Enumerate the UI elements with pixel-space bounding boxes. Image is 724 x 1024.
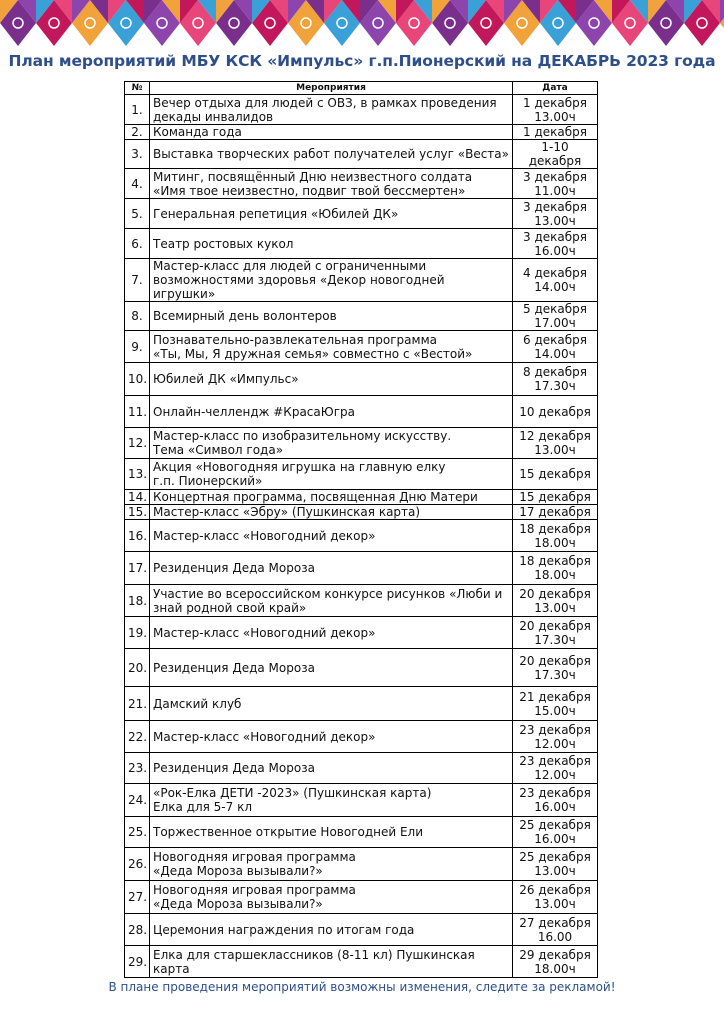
row-number: 29. bbox=[125, 946, 150, 978]
event-name: Митинг, посвящённый Дню неизвестного солдата «Имя твое неизвестно, подвиг твой бессмертен» bbox=[150, 169, 513, 199]
footer-note: В плане проведения мероприятий возможны изменения, следите за рекламой! bbox=[108, 980, 616, 994]
row-number: 3. bbox=[125, 140, 150, 169]
music-note-icon bbox=[288, 0, 324, 46]
table-row bbox=[125, 331, 598, 363]
event-name: Юбилей ДК «Импульс» bbox=[150, 363, 513, 396]
music-note-icon bbox=[432, 0, 468, 46]
table-row bbox=[125, 520, 598, 552]
event-name: Новогодняя игровая программа «Деда Мороза вызывали?» bbox=[150, 881, 513, 914]
music-note-icon bbox=[720, 0, 724, 46]
header-num: № bbox=[125, 82, 150, 95]
row-number: 17. bbox=[125, 552, 150, 585]
event-name: Мастер-класс для людей с ограниченными возможностями здоровья «Декор новогодней игрушки» bbox=[150, 259, 513, 302]
table-row bbox=[125, 649, 598, 687]
event-date: 6 декабря 14.00ч bbox=[513, 331, 598, 363]
table-header-row bbox=[125, 82, 598, 95]
event-date: 26 декабря 13.00ч bbox=[513, 881, 598, 914]
event-date: 10 декабря bbox=[513, 396, 598, 428]
event-date: 4 декабря 14.00ч bbox=[513, 259, 598, 302]
table-row bbox=[125, 505, 598, 520]
table-row bbox=[125, 881, 598, 914]
event-date: 5 декабря 17.00ч bbox=[513, 302, 598, 331]
table-row bbox=[125, 617, 598, 649]
event-name: Команда года bbox=[150, 125, 513, 140]
table-row bbox=[125, 687, 598, 721]
event-name: «Рок-Елка ДЕТИ -2023» (Пушкинская карта) Елка для 5-7 кл bbox=[150, 784, 513, 817]
row-number: 16. bbox=[125, 520, 150, 552]
row-number: 23. bbox=[125, 753, 150, 784]
table-row bbox=[125, 784, 598, 817]
table-row bbox=[125, 459, 598, 490]
row-number: 8. bbox=[125, 302, 150, 331]
table-row bbox=[125, 946, 598, 978]
event-date: 20 декабря 17.30ч bbox=[513, 617, 598, 649]
row-number: 14. bbox=[125, 490, 150, 505]
table-row bbox=[125, 585, 598, 617]
table-row bbox=[125, 302, 598, 331]
row-number: 18. bbox=[125, 585, 150, 617]
event-date: 15 декабря bbox=[513, 490, 598, 505]
event-name: Вечер отдыха для людей с ОВЗ, в рамках проведения декады инвалидов bbox=[150, 95, 513, 125]
row-number: 24. bbox=[125, 784, 150, 817]
event-date: 3 декабря 16.00ч bbox=[513, 229, 598, 259]
event-date: 17 декабря bbox=[513, 505, 598, 520]
event-date: 29 декабря 18.00ч bbox=[513, 946, 598, 978]
row-number: 13. bbox=[125, 459, 150, 490]
event-date: 25 декабря 13.00ч bbox=[513, 848, 598, 881]
row-number: 1. bbox=[125, 95, 150, 125]
table-row bbox=[125, 229, 598, 259]
event-date: 15 декабря bbox=[513, 459, 598, 490]
header-date: Дата bbox=[513, 82, 598, 95]
table-row bbox=[125, 428, 598, 459]
row-number: 22. bbox=[125, 721, 150, 753]
event-name: Резиденция Деда Мороза bbox=[150, 649, 513, 687]
table-row bbox=[125, 552, 598, 585]
table-row bbox=[125, 169, 598, 199]
dancer-icon bbox=[36, 0, 72, 46]
row-number: 10. bbox=[125, 363, 150, 396]
event-name: Дамский клуб bbox=[150, 687, 513, 721]
event-date: 23 декабря 12.00ч bbox=[513, 721, 598, 753]
row-number: 27. bbox=[125, 881, 150, 914]
star-icon bbox=[648, 0, 684, 46]
leaf-icon bbox=[684, 0, 720, 46]
event-name: Елка для старшеклассников (8-11 кл) Пушкинская карта bbox=[150, 946, 513, 978]
event-name: Концертная программа, посвященная Дню Матери bbox=[150, 490, 513, 505]
leaf-icon bbox=[108, 0, 144, 46]
row-number: 6. bbox=[125, 229, 150, 259]
row-number: 19. bbox=[125, 617, 150, 649]
event-name: Церемония награждения по итогам года bbox=[150, 914, 513, 946]
event-date: 12 декабря 13.00ч bbox=[513, 428, 598, 459]
event-name: Мастер-класс по изобразительному искусству. Тема «Символ года» bbox=[150, 428, 513, 459]
leaf-icon bbox=[396, 0, 432, 46]
event-date: 23 декабря 16.00ч bbox=[513, 784, 598, 817]
row-number: 5. bbox=[125, 199, 150, 229]
row-number: 7. bbox=[125, 259, 150, 302]
table-row bbox=[125, 95, 598, 125]
row-number: 26. bbox=[125, 848, 150, 881]
event-date: 20 декабря 13.00ч bbox=[513, 585, 598, 617]
event-date: 23 декабря 12.00ч bbox=[513, 753, 598, 784]
event-date: 21 декабря 15.00ч bbox=[513, 687, 598, 721]
row-number: 21. bbox=[125, 687, 150, 721]
table-row bbox=[125, 259, 598, 302]
event-date: 25 декабря 16.00ч bbox=[513, 817, 598, 848]
event-date: 20 декабря 17.30ч bbox=[513, 649, 598, 687]
dancer-icon bbox=[612, 0, 648, 46]
event-name: Генеральная репетиция «Юбилей ДК» bbox=[150, 199, 513, 229]
event-date: 1 декабря 13.00ч bbox=[513, 95, 598, 125]
table-row bbox=[125, 125, 598, 140]
decorative-banner bbox=[0, 0, 724, 46]
star-icon bbox=[216, 0, 252, 46]
star-icon bbox=[504, 0, 540, 46]
header-event: Мероприятия bbox=[150, 82, 513, 95]
dancer-icon bbox=[324, 0, 360, 46]
event-date: 8 декабря 17.30ч bbox=[513, 363, 598, 396]
row-number: 20. bbox=[125, 649, 150, 687]
row-number: 28. bbox=[125, 914, 150, 946]
event-date: 1-10 декабря bbox=[513, 140, 598, 169]
leaf-icon bbox=[540, 0, 576, 46]
event-date: 3 декабря 13.00ч bbox=[513, 199, 598, 229]
event-name: Мастер-класс «Новогодний декор» bbox=[150, 617, 513, 649]
table-row bbox=[125, 490, 598, 505]
music-note-icon bbox=[144, 0, 180, 46]
row-number: 9. bbox=[125, 331, 150, 363]
event-date: 27 декабря 16.00 bbox=[513, 914, 598, 946]
music-note-icon bbox=[0, 0, 36, 46]
event-date: 18 декабря 18.00ч bbox=[513, 552, 598, 585]
table-row bbox=[125, 753, 598, 784]
table-row bbox=[125, 817, 598, 848]
table-row bbox=[125, 721, 598, 753]
table-row bbox=[125, 914, 598, 946]
events-table bbox=[124, 81, 598, 978]
row-number: 2. bbox=[125, 125, 150, 140]
event-date: 1 декабря bbox=[513, 125, 598, 140]
row-number: 11. bbox=[125, 396, 150, 428]
star-icon bbox=[72, 0, 108, 46]
event-name: Мастер-класс «Новогодний декор» bbox=[150, 520, 513, 552]
event-name: Резиденция Деда Мороза bbox=[150, 753, 513, 784]
dancer-icon bbox=[468, 0, 504, 46]
table-row bbox=[125, 199, 598, 229]
page-title: План мероприятий МБУ КСК «Импульс» г.п.Пионерский на ДЕКАБРЬ 2023 года bbox=[8, 52, 716, 70]
event-name: Познавательно-развлекательная программа «Ты, Мы, Я дружная семья» совместно с «Вестой» bbox=[150, 331, 513, 363]
event-date: 3 декабря 11.00ч bbox=[513, 169, 598, 199]
row-number: 15. bbox=[125, 505, 150, 520]
event-name: Акция «Новогодняя игрушка на главную елку г.п. Пионерский» bbox=[150, 459, 513, 490]
dancer-icon bbox=[180, 0, 216, 46]
event-name: Резиденция Деда Мороза bbox=[150, 552, 513, 585]
event-name: Всемирный день волонтеров bbox=[150, 302, 513, 331]
table-row bbox=[125, 363, 598, 396]
leaf-icon bbox=[252, 0, 288, 46]
row-number: 12. bbox=[125, 428, 150, 459]
star-icon bbox=[360, 0, 396, 46]
event-name: Онлайн-челлендж #КрасаЮгра bbox=[150, 396, 513, 428]
table-row bbox=[125, 140, 598, 169]
table-row bbox=[125, 396, 598, 428]
event-name: Новогодняя игровая программа «Деда Мороза вызывали?» bbox=[150, 848, 513, 881]
event-name: Театр ростовых кукол bbox=[150, 229, 513, 259]
table-row bbox=[125, 848, 598, 881]
event-name: Выставка творческих работ получателей услуг «Веста» bbox=[150, 140, 513, 169]
row-number: 4. bbox=[125, 169, 150, 199]
event-date: 18 декабря 18.00ч bbox=[513, 520, 598, 552]
row-number: 25. bbox=[125, 817, 150, 848]
event-name: Участие во всероссийском конкурсе рисунков «Люби и знай родной свой край» bbox=[150, 585, 513, 617]
event-name: Мастер-класс «Новогодний декор» bbox=[150, 721, 513, 753]
event-name: Торжественное открытие Новогодней Ели bbox=[150, 817, 513, 848]
music-note-icon bbox=[576, 0, 612, 46]
event-name: Мастер-класс «Эбру» (Пушкинская карта) bbox=[150, 505, 513, 520]
